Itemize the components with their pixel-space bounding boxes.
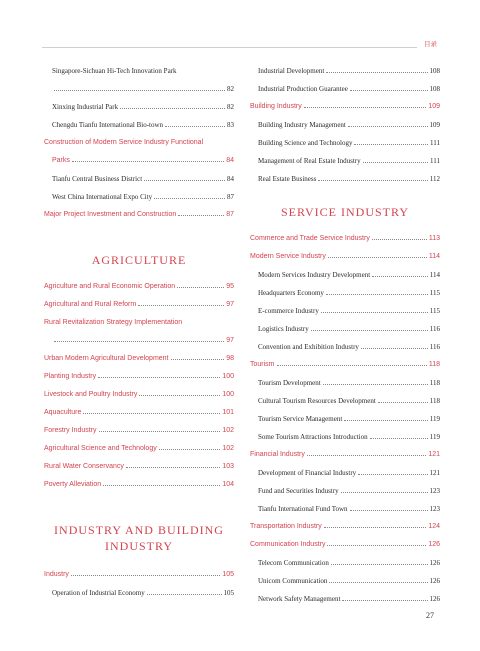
- leader-dots: [99, 431, 221, 432]
- leader-dots: [54, 90, 225, 91]
- toc-entry-agricultural-science-and-technology[interactable]: [44, 444, 234, 454]
- leader-dots: [326, 294, 428, 295]
- toc-entry-industrial-production-guarantee[interactable]: [250, 84, 440, 94]
- section-title-line: INDUSTRY AND BUILDING: [54, 523, 224, 537]
- toc-entry-building-science-and-technology[interactable]: [250, 138, 440, 148]
- section-spacer: [44, 268, 234, 280]
- toc-entry-page: 115: [429, 307, 440, 315]
- toc-entry-poverty-alleviation[interactable]: [44, 480, 234, 490]
- toc-entry-label: Parks: [52, 157, 70, 164]
- leader-dots: [126, 467, 220, 468]
- toc-entry-label: Building Industry: [250, 103, 302, 110]
- toc-entry-label: Tianfu International Fund Town: [258, 505, 348, 513]
- leader-dots: [326, 72, 427, 73]
- toc-entry-page: 87: [227, 193, 234, 201]
- toc-entry-cultural-tourism-resources-development[interactable]: [250, 396, 440, 406]
- toc-entry-page: 101: [222, 409, 234, 416]
- section-spacer: [44, 226, 234, 252]
- leader-dots: [103, 485, 220, 486]
- toc-entry-construction-of-modern-service-industry-functional[interactable]: [44, 138, 234, 148]
- section-title-line: AGRICULTURE: [91, 253, 187, 267]
- toc-entry-label: Convention and Exhibition Industry: [258, 343, 359, 351]
- toc-entry-label: Tourism Development: [258, 379, 321, 387]
- leader-dots: [171, 359, 225, 360]
- toc-entry-chengdu-tianfu-international-bio-town[interactable]: [44, 120, 234, 130]
- toc-entry-page: 108: [429, 67, 440, 75]
- toc-entry-page: 114: [429, 271, 440, 279]
- toc-entry-label: Development of Financial Industry: [258, 469, 357, 477]
- toc-entry-page: 100: [222, 373, 234, 380]
- leader-dots: [372, 276, 428, 277]
- toc-entry-rural-water-conservancy[interactable]: [44, 462, 234, 472]
- toc-entry-label: Unicom Communication: [258, 577, 328, 585]
- toc-entry-page: 126: [429, 559, 440, 567]
- toc-entry-label: Industrial Development: [258, 67, 325, 75]
- toc-entry-label: Commerce and Trade Service Industry: [250, 235, 370, 242]
- toc-entry-singapore-sichuan-hi-tech-innovation-park[interactable]: [44, 66, 234, 76]
- toc-entry-e-commerce-industry[interactable]: [250, 306, 440, 316]
- toc-entry-tourism[interactable]: [250, 360, 440, 370]
- toc-entry-page: 84: [226, 157, 234, 164]
- toc-entry-page: 118: [429, 397, 440, 405]
- toc-entry-page: 97: [226, 301, 234, 308]
- toc-entry-financial-industry[interactable]: [250, 450, 440, 460]
- toc-entry-page: 102: [222, 427, 234, 434]
- toc-entry-industrial-development[interactable]: [250, 66, 440, 76]
- toc-entry-page: 118: [429, 379, 440, 387]
- toc-entry-page: 97: [226, 337, 234, 344]
- leader-dots: [370, 438, 428, 439]
- toc-entry-label: Agricultural Science and Technology: [44, 445, 157, 452]
- toc-entry-label: Forestry Industry: [44, 427, 97, 434]
- toc-entry-label: Livestock and Poultry Industry: [44, 391, 138, 398]
- section-title-agriculture: [44, 252, 234, 268]
- toc-entry-label: Communication Industry: [250, 541, 326, 548]
- toc-entry-building-industry[interactable]: [250, 102, 440, 112]
- toc-entry-label: Planting Industry: [44, 373, 97, 380]
- toc-entry-tourism-service-management[interactable]: [250, 414, 440, 424]
- toc-entry-label: Building Industry Management: [258, 121, 346, 129]
- toc-right-column: [250, 64, 440, 610]
- toc-entry-page: 104: [222, 481, 234, 488]
- toc-entry-page: 123: [429, 505, 440, 513]
- leader-dots: [372, 239, 427, 240]
- toc-entry-tourism-development[interactable]: [250, 378, 440, 388]
- toc-entry-page: 119: [429, 433, 440, 441]
- toc-entry-page: 100: [222, 391, 234, 398]
- section-title-industry-and-building-industry: [44, 522, 234, 554]
- leader-dots: [344, 420, 427, 421]
- toc-entry-label: Urban Modern Agricultural Development: [44, 355, 169, 362]
- toc-entry-page: 111: [430, 157, 440, 165]
- toc-entry-page: 116: [429, 325, 440, 333]
- toc-entry-page: 109: [429, 121, 440, 129]
- toc-entry-label: Tianfu Central Business District: [52, 175, 143, 183]
- toc-entry-convention-and-exhibition-industry[interactable]: [250, 342, 440, 352]
- leader-dots: [350, 510, 428, 511]
- toc-entry-livestock-and-poultry-industry[interactable]: [44, 390, 234, 400]
- header-label: 目录: [424, 40, 437, 48]
- leader-dots: [72, 161, 224, 162]
- toc-entry-modern-service-industry[interactable]: [250, 252, 440, 262]
- toc-entry-page: 87: [226, 211, 234, 218]
- toc-entry-label: Rural Revitalization Strategy Implementation: [44, 319, 183, 326]
- leader-dots: [144, 180, 225, 181]
- toc-entry-label: Industry: [44, 571, 69, 578]
- toc-entry-label: Some Tourism Attractions Introduction: [258, 433, 368, 441]
- leader-dots: [342, 600, 427, 601]
- toc-entry-label: Operation of Industrial Economy: [52, 589, 145, 597]
- toc-entry-label: Transportation Industry: [250, 523, 322, 530]
- toc-entry-page: 126: [428, 541, 440, 548]
- toc-left-column: [44, 64, 234, 604]
- toc-entry-page: 98: [226, 355, 234, 362]
- toc-entry-label: Singapore-Sichuan Hi-Tech Innovation Park: [52, 67, 177, 75]
- toc-entry-commerce-and-trade-service-industry[interactable]: [250, 234, 440, 244]
- leader-dots: [177, 287, 224, 288]
- toc-entry-major-project-investment-and-construction[interactable]: [44, 210, 234, 220]
- toc-entry-transportation-industry[interactable]: [250, 522, 440, 532]
- toc-entry-unicom-communication[interactable]: [250, 576, 440, 586]
- section-spacer: [250, 220, 440, 232]
- leader-dots: [361, 348, 428, 349]
- toc-entry-tianfu-international-fund-town[interactable]: [250, 504, 440, 514]
- toc-entry-label: E-commerce Industry: [258, 307, 319, 315]
- toc-entry-page: 118: [428, 361, 440, 368]
- toc-entry-page: 82: [227, 85, 234, 93]
- leader-dots: [327, 545, 426, 546]
- toc-entry-west-china-international-expo-city[interactable]: [44, 192, 234, 202]
- toc-entry-label: Financial Industry: [250, 451, 305, 458]
- toc-entry-continuation[interactable]: [44, 84, 234, 94]
- toc-entry-page: 82: [227, 103, 234, 111]
- toc-entry-label: Real Estate Business: [258, 175, 317, 183]
- toc-entry-page: 83: [227, 121, 234, 129]
- toc-entry-label: Poverty Alleviation: [44, 481, 102, 488]
- leader-dots: [178, 215, 224, 216]
- toc-entry-network-safety-management[interactable]: [250, 594, 440, 604]
- toc-entry-page: 112: [429, 175, 440, 183]
- toc-entry-agricultural-and-rural-reform[interactable]: [44, 300, 234, 310]
- toc-entry-label: Tourism Service Management: [258, 415, 343, 423]
- toc-entry-page: 123: [429, 487, 440, 495]
- toc-entry-page: 105: [223, 589, 234, 597]
- leader-dots: [350, 90, 428, 91]
- toc-entry-headquarters-economy[interactable]: [250, 288, 440, 298]
- leader-dots: [321, 312, 428, 313]
- toc-entry-communication-industry[interactable]: [250, 540, 440, 550]
- toc-entry-page: 105: [222, 571, 234, 578]
- toc-entry-industry[interactable]: [44, 570, 234, 580]
- toc-entry-tianfu-central-business-district[interactable]: [44, 174, 234, 184]
- leader-dots: [324, 527, 427, 528]
- toc-entry-page: 114: [428, 253, 440, 260]
- toc-entry-fund-and-securities-industry[interactable]: [250, 486, 440, 496]
- toc-entry-label: Tourism: [250, 361, 275, 368]
- leader-dots: [354, 144, 428, 145]
- toc-entry-page: 126: [429, 595, 440, 603]
- toc-entry-label: Management of Real Estate Industry: [258, 157, 361, 165]
- toc-entry-telecom-communication[interactable]: [250, 558, 440, 568]
- toc-entry-label: Agricultural and Rural Reform: [44, 301, 137, 308]
- toc-entry-label: Fund and Securities Industry: [258, 487, 339, 495]
- leader-dots: [318, 180, 427, 181]
- toc-entry-label: Rural Water Conservancy: [44, 463, 124, 470]
- toc-entry-real-estate-business[interactable]: [250, 174, 440, 184]
- toc-entry-label: Network Safety Management: [258, 595, 341, 603]
- leader-dots: [323, 384, 428, 385]
- section-title-line: SERVICE INDUSTRY: [280, 205, 410, 219]
- toc-entry-xinxing-industrial-park[interactable]: [44, 102, 234, 112]
- leader-dots: [341, 492, 428, 493]
- page-number: 27: [426, 611, 434, 620]
- toc-entry-label: Telecom Communication: [258, 559, 329, 567]
- leader-dots: [311, 330, 428, 331]
- toc-entry-label: Chengdu Tianfu International Bio-town: [52, 121, 164, 129]
- toc-entry-page: 124: [428, 523, 440, 530]
- toc-entry-page: 126: [429, 577, 440, 585]
- toc-entry-page: 108: [429, 85, 440, 93]
- toc-entry-page: 95: [226, 283, 234, 290]
- section-spacer: [44, 554, 234, 568]
- toc-entry-page: 84: [227, 175, 234, 183]
- toc-entry-operation-of-industrial-economy[interactable]: [44, 588, 234, 598]
- toc-entry-page: 115: [429, 289, 440, 297]
- toc-entry-label: Modern Service Industry: [250, 253, 326, 260]
- toc-entry-label: Aquaculture: [44, 409, 82, 416]
- toc-entry-modern-services-industry-development[interactable]: [250, 270, 440, 280]
- toc-entry-logistics-industry[interactable]: [250, 324, 440, 334]
- toc-entry-label: Logistics Industry: [258, 325, 309, 333]
- toc-entry-page: 121: [428, 451, 440, 458]
- toc-entry-urban-modern-agricultural-development[interactable]: [44, 354, 234, 364]
- leader-dots: [54, 341, 224, 342]
- toc-entry-page: 119: [429, 415, 440, 423]
- toc-entry-label: Agriculture and Rural Economic Operation: [44, 283, 176, 290]
- leader-dots: [329, 582, 427, 583]
- toc-entry-label: Headquarters Economy: [258, 289, 324, 297]
- toc-entry-page: 113: [428, 235, 440, 242]
- leader-dots: [358, 474, 427, 475]
- toc-entry-label: Industrial Production Guarantee: [258, 85, 348, 93]
- toc-entry-forestry-industry[interactable]: [44, 426, 234, 436]
- toc-entry-page: 121: [429, 469, 440, 477]
- header-rule: [42, 47, 417, 48]
- toc-entry-label: Building Science and Technology: [258, 139, 353, 147]
- section-title-line: INDUSTRY: [104, 539, 173, 553]
- leader-dots: [147, 594, 222, 595]
- leader-dots: [138, 305, 224, 306]
- toc-entry-page: 116: [429, 343, 440, 351]
- leader-dots: [304, 107, 427, 108]
- leader-dots: [98, 377, 220, 378]
- toc-entry-label: Major Project Investment and Construction: [44, 211, 177, 218]
- toc-entry-building-industry-management[interactable]: [250, 120, 440, 130]
- toc-entry-label: Xinxing Industrial Park: [52, 103, 119, 111]
- toc-entry-planting-industry[interactable]: [44, 372, 234, 382]
- toc-entry-page: 109: [428, 103, 440, 110]
- leader-dots: [139, 395, 220, 396]
- toc-entry-parks[interactable]: [44, 156, 234, 166]
- toc-entry-page: 111: [430, 139, 440, 147]
- leader-dots: [331, 564, 428, 565]
- leader-dots: [363, 162, 428, 163]
- leader-dots: [159, 449, 221, 450]
- toc-entry-page: 103: [222, 463, 234, 470]
- leader-dots: [120, 108, 225, 109]
- toc-entry-rural-revitalization-strategy-implementation[interactable]: [44, 318, 234, 328]
- toc-entry-aquaculture[interactable]: [44, 408, 234, 418]
- leader-dots: [165, 126, 225, 127]
- toc-entry-label: Modern Services Industry Development: [258, 271, 371, 279]
- leader-dots: [378, 402, 428, 403]
- leader-dots: [328, 257, 427, 258]
- toc-entry-some-tourism-attractions-introduction[interactable]: [250, 432, 440, 442]
- toc-entry-label: West China International Expo City: [52, 193, 153, 201]
- toc-entry-label: Cultural Tourism Resources Development: [258, 397, 376, 405]
- toc-entry-management-of-real-estate-industry[interactable]: [250, 156, 440, 166]
- section-spacer: [250, 190, 440, 204]
- leader-dots: [307, 455, 426, 456]
- leader-dots: [154, 198, 225, 199]
- toc-entry-development-of-financial-industry[interactable]: [250, 468, 440, 478]
- section-title-service-industry: [250, 204, 440, 220]
- leader-dots: [348, 126, 428, 127]
- leader-dots: [277, 365, 427, 366]
- toc-entry-agriculture-and-rural-economic-operation[interactable]: [44, 282, 234, 292]
- toc-entry-continuation[interactable]: [44, 336, 234, 346]
- toc-entry-label: Construction of Modern Service Industry Functional: [44, 139, 204, 146]
- toc-entry-page: 102: [222, 445, 234, 452]
- leader-dots: [83, 413, 220, 414]
- section-spacer: [44, 496, 234, 522]
- leader-dots: [71, 575, 220, 576]
